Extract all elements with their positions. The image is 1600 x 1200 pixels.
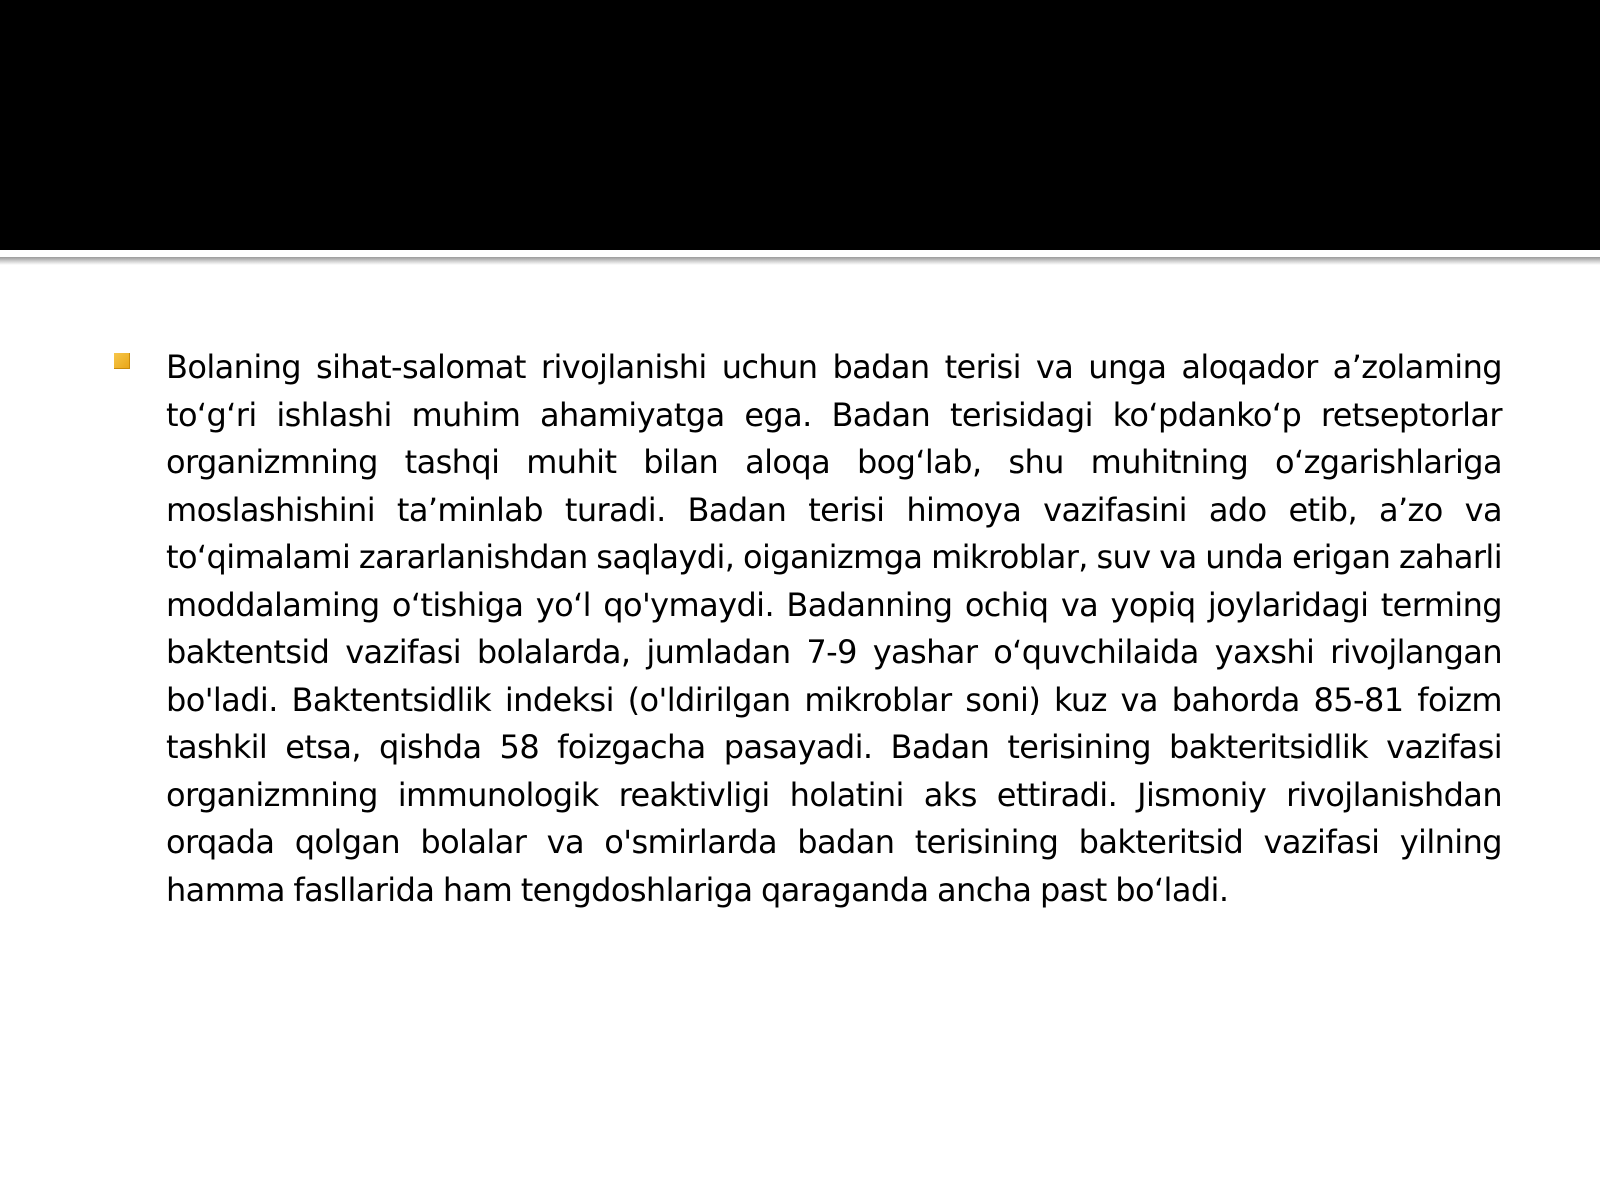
bullet-item [112,344,1502,914]
title-divider-shadow [0,257,1600,265]
title-bar [0,0,1600,250]
title-divider [0,250,1600,256]
square-bullet-icon [114,353,130,369]
body-paragraph: Bolaning sihat-salomat rivojlanishi uchun badan terisi va unga aloqador a’zolaming to‘g‘ri ishlashi muhim ahamiyatga ega. Badan terisidagi ko‘pdanko‘p retseptorlar organizmning tashqi muhit bilan aloqa bog‘lab, shu muhitning o‘zgarishlariga moslashishini ta’minlab turadi. Badan terisi himoya vazifasini ado etib, a’zo va to‘qimalami zararlanishdan saqlaydi, oiganizmga mikroblar, suv va unda erigan zaharli moddalaming o‘tishiga yo‘l qo'ymaydi. Badanning ochiq va yopiq joylaridagi terming baktentsid vazifasi bolalarda, jumladan 7-9 yashar o‘quvchilaida yaxshi rivojlangan bo'ladi. Baktentsidlik indeksi (o'ldirilgan mikroblar soni) kuz va bahorda 85-81 foizm tashkil etsa, qishda 58 foizgacha pasayadi. Badan terisining bakteritsidlik vazifasi organizmning immunologik reaktivligi holatini aks ettiradi. Jismoniy rivojlanishdan orqada qolgan bolalar va o'smirlarda badan terisining bakteritsid vazifasi yilning hamma fasllarida ham tengdoshlariga qaraganda ancha past bo‘ladi. [166,348,1502,909]
